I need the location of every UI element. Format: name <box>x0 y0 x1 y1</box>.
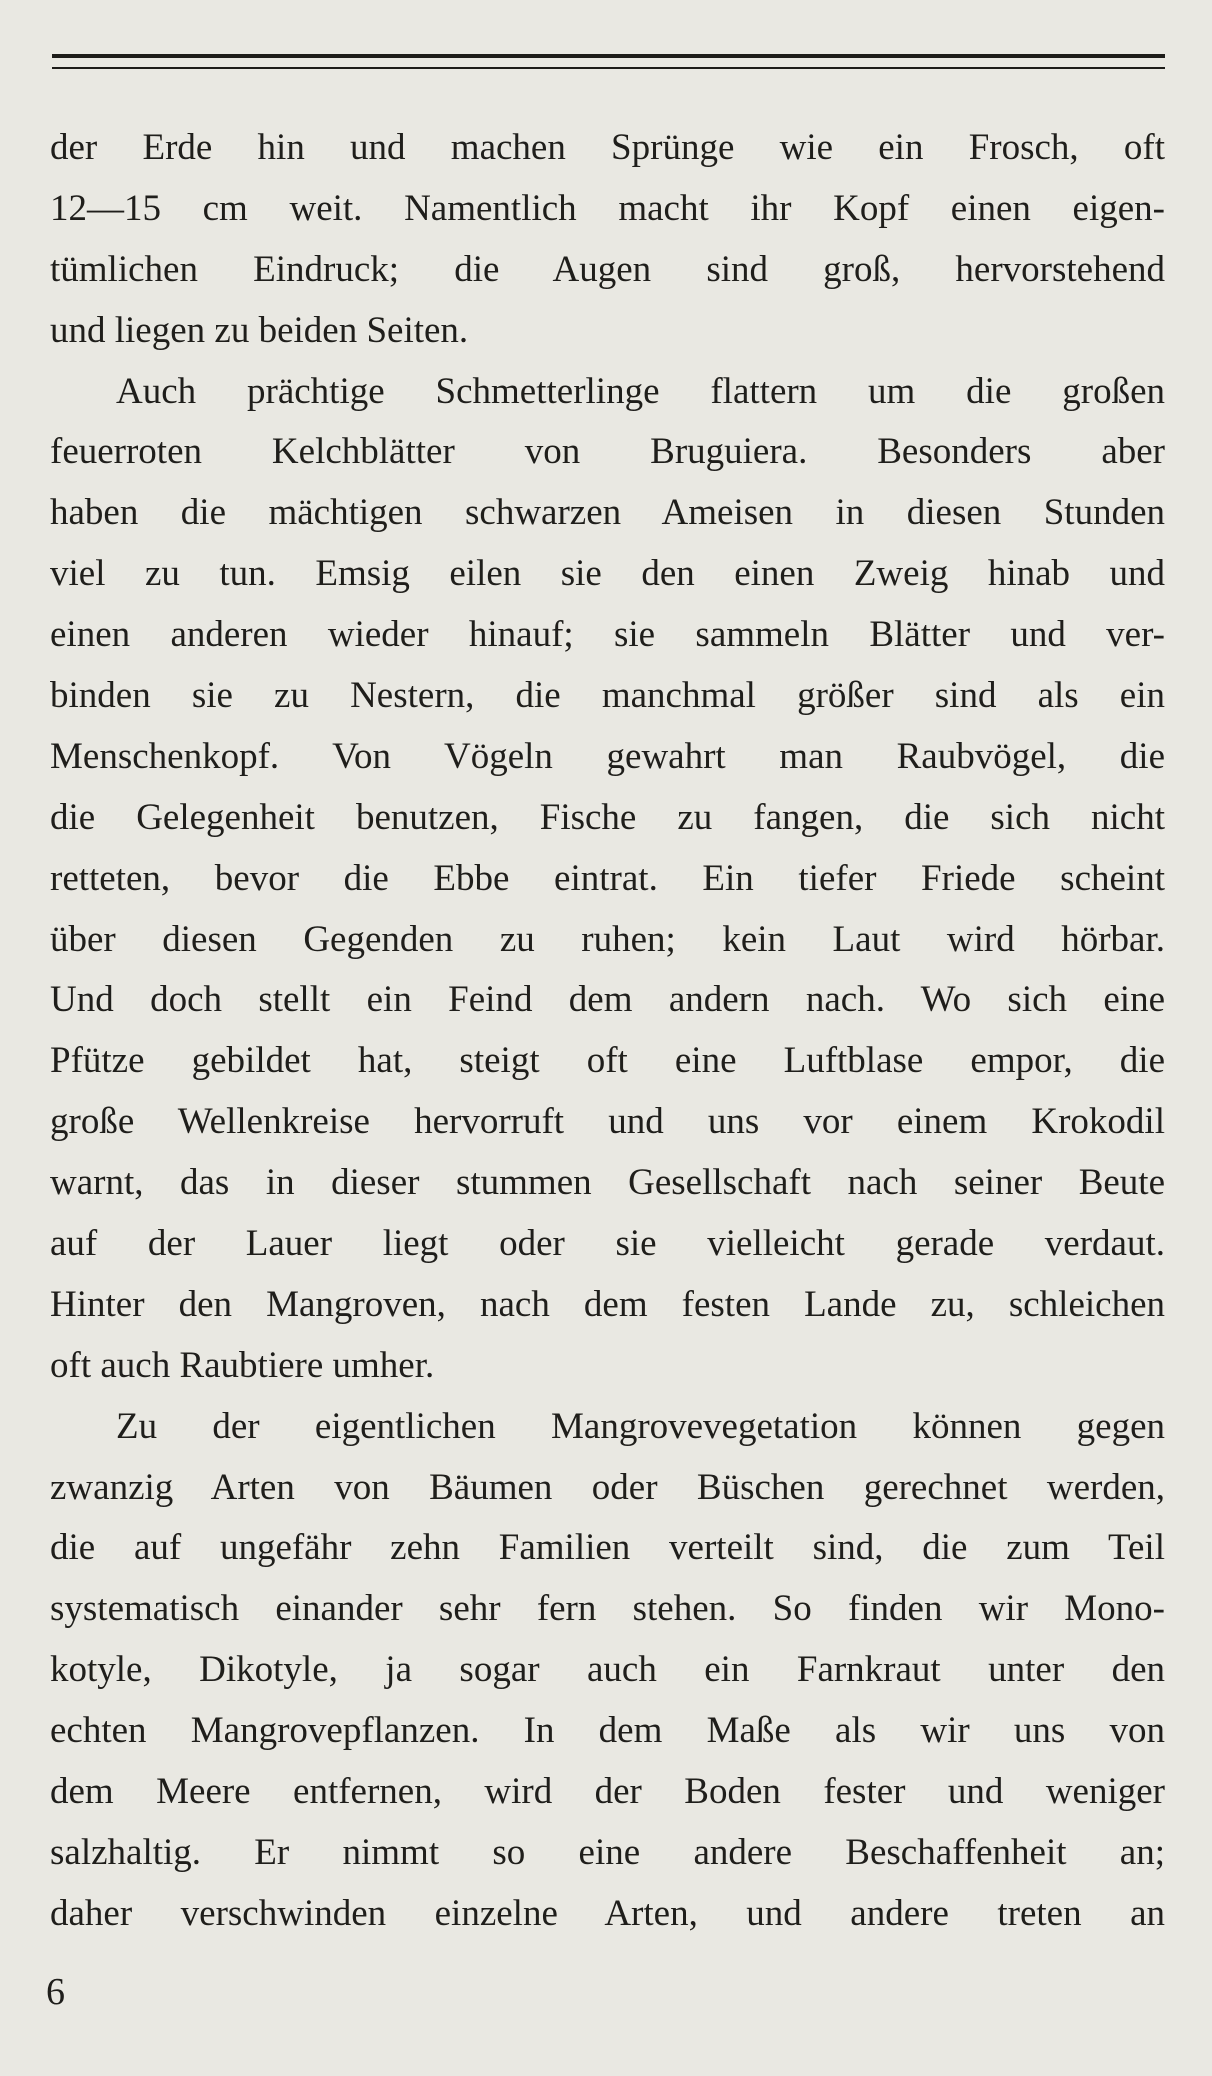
text-line: echten Mangrovepflanzen. In dem Maße als wir uns von <box>50 1710 1165 1752</box>
text-line: auf der Lauer liegt oder sie vielleicht gerade verdaut. <box>50 1223 1165 1265</box>
text-line: haben die mächtigen schwarzen Ameisen in diesen Stunden <box>50 492 1165 534</box>
text-line: viel zu tun. Emsig eilen sie den einen Zweig hinab und <box>50 553 1165 595</box>
text-line: daher verschwinden einzelne Arten, und andere treten an <box>50 1892 1165 1934</box>
text-line: oft auch Raubtiere umher. <box>50 1344 435 1386</box>
text-line: die Gelegenheit benutzen, Fische zu fangen, die sich nicht <box>50 796 1165 838</box>
text-line: tümlichen Eindruck; die Augen sind groß, hervorstehend <box>50 248 1165 290</box>
text-line: warnt, das in dieser stummen Gesellschaft nach seiner Beute <box>50 1162 1165 1204</box>
text-line: salzhaltig. Er nimmt so eine andere Beschaffenheit an; <box>50 1831 1165 1873</box>
text-line: große Wellenkreise hervorruft und uns vor einem Krokodil <box>50 1101 1165 1143</box>
text-line: systematisch einander sehr fern stehen. So finden wir Mono- <box>50 1588 1165 1630</box>
text-line: kotyle, Dikotyle, ja sogar auch ein Farnkraut unter den <box>50 1649 1165 1691</box>
text-line: feuerroten Kelchblätter von Bruguiera. Besonders aber <box>50 431 1165 473</box>
text-line: die auf ungefähr zehn Familien verteilt sind, die zum Teil <box>50 1527 1165 1569</box>
text-line: Menschenkopf. Von Vögeln gewahrt man Raubvögel, die <box>50 735 1165 777</box>
text-line: zwanzig Arten von Bäumen oder Büschen gerechnet werden, <box>50 1466 1165 1508</box>
text-line: und liegen zu beiden Seiten. <box>50 309 469 351</box>
page-number: 6 <box>46 1971 65 2013</box>
text-line: dem Meere entfernen, wird der Boden fester und weniger <box>50 1771 1165 1813</box>
text-line: retteten, bevor die Ebbe eintrat. Ein tiefer Friede scheint <box>50 857 1165 899</box>
header-rule-thin <box>52 67 1165 69</box>
text-line: Hinter den Mangroven, nach dem festen Lande zu, schleichen <box>50 1283 1165 1325</box>
body-text <box>50 118 1165 1945</box>
text-line: einen anderen wieder hinauf; sie sammeln Blätter und ver- <box>50 614 1165 656</box>
text-line: Zu der eigentlichen Mangrovevegetation können gegen <box>116 1405 1165 1447</box>
text-line: binden sie zu Nestern, die manchmal größer sind als ein <box>50 675 1165 717</box>
text-line: Auch prächtige Schmetterlinge flattern um die großen <box>116 370 1165 412</box>
text-line: Und doch stellt ein Feind dem andern nach. Wo sich eine <box>50 979 1165 1021</box>
header-rule-thick <box>52 54 1165 58</box>
text-line: über diesen Gegenden zu ruhen; kein Laut wird hörbar. <box>50 918 1165 960</box>
text-line: Pfütze gebildet hat, steigt oft eine Luftblase empor, die <box>50 1040 1165 1082</box>
text-line: der Erde hin und machen Sprünge wie ein Frosch, oft <box>50 127 1165 168</box>
text-line: 12—15 cm weit. Namentlich macht ihr Kopf einen eigen- <box>50 187 1165 229</box>
